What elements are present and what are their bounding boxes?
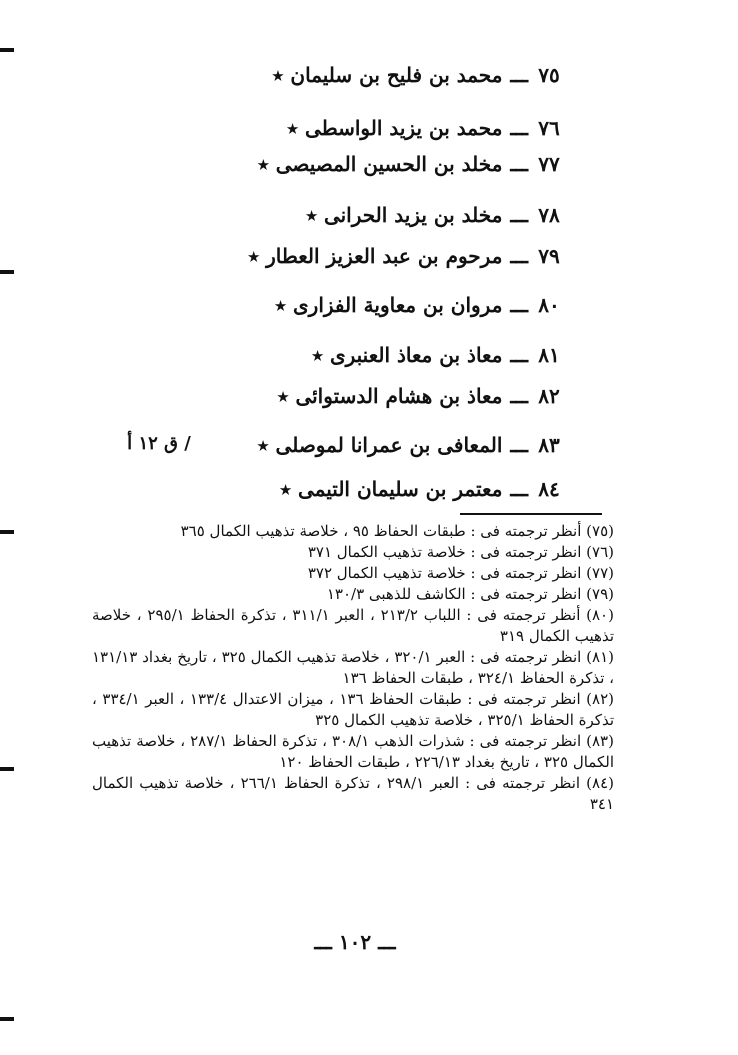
entry-dash: ـــ [510,152,528,176]
entry-name: مرحوم بن عبد العزيز العطار ٭ [248,244,503,268]
scan-edge-mark [0,1017,14,1021]
entry-number: ٨٠ [538,293,560,317]
page-number: ـــ ١٠٢ ـــ [314,930,396,954]
footnote-83: (٨٣) انظر ترجمته فى : شذرات الذهب ٣٠٨/١ ، تذكرة الحفاظ ٢٨٧/١ ، خلاصة تذهيب الكمال ٣٢٥ ، تاريخ بغداد ٢٢٦/١٣ ، طبقات الحفاظ ١٢٠ [92,732,614,771]
entry-number: ٨١ [538,343,560,367]
entry-dash: ـــ [510,63,528,87]
scan-edge-mark [0,530,14,534]
footnote-75: (٧٥) أنظر ترجمته فى : طبقات الحفاظ ٩٥ ، خلاصة تذهيب الكمال ٣٦٥ [180,522,614,540]
entry-name: مخلد بن يزيد الحرانى ٭ [306,203,503,227]
entry-number: ٨٢ [538,384,560,408]
entry-name: معتمر بن سليمان التيمى ٭ [280,477,503,501]
footnote-separator [460,513,602,515]
entry-78 [306,200,562,230]
footnotes [92,521,614,815]
entry-name: محمد بن يزيد الواسطى ٭ [287,116,503,140]
entry-77 [258,149,562,179]
entry-dash: ـــ [510,343,528,367]
entry-dash: ـــ [510,384,528,408]
footnote-84: (٨٤) انظر ترجمته فى : العبر ٢٩٨/١ ، تذكرة الحفاظ ٢٦٦/١ ، خلاصة تذهيب الكمال ٣٤١ [92,774,614,813]
footnote-80: (٨٠) أنظر ترجمته فى : اللباب ٢١٣/٢ ، العبر ٣١١/١ ، تذكرة الحفاظ ٢٩٥/١ ، خلاصة تذهيب الكمال ٣١٩ [92,606,614,645]
entry-75 [273,60,562,90]
folio-marginal-note: / ق ١٢ أ [127,432,191,454]
entry-83 [258,430,562,460]
scan-edge-mark [0,767,14,771]
entry-name: معاذ بن هشام الدستوائى ٭ [277,384,503,408]
entry-84 [280,474,562,504]
entry-name: مروان بن معاوية الفزارى ٭ [275,293,503,317]
entry-number: ٧٥ [538,63,560,87]
entry-82 [278,381,562,411]
entry-name: محمد بن فليح بن سليمان ٭ [272,63,503,87]
footnote-79: (٧٩) انظر ترجمته فى : الكاشف للذهبى ١٣٠/٣ [326,585,614,603]
entry-number: ٨٣ [538,433,560,457]
entry-dash: ـــ [510,293,528,317]
entry-name: معاذ بن معاذ العنبرى ٭ [312,343,503,367]
entry-name: المعافى بن عمرانا لموصلى ٭ [257,433,503,457]
entry-dash: ـــ [510,116,528,140]
entry-number: ٧٧ [538,152,560,176]
entry-number: ٨٤ [538,477,560,501]
entry-81 [312,340,562,370]
scan-edge-mark [0,48,14,52]
entry-number: ٧٩ [538,244,560,268]
footnote-76: (٧٦) انظر ترجمته فى : خلاصة تذهيب الكمال ٣٧١ [307,543,614,561]
entry-dash: ـــ [510,203,528,227]
footnote-81: (٨١) انظر ترجمته فى : العبر ٣٢٠/١ ، خلاصة تذهيب الكمال ٣٢٥ ، تاريخ بغداد ١٣١/١٣ ، تذكرة الحفاظ ٣٢٤/١ ، طبقات الحفاظ ١٣٦ [92,648,614,687]
entry-number: ٧٨ [538,203,560,227]
entry-76 [287,113,562,143]
entry-79 [248,241,562,271]
footnote-82: (٨٢) انظر ترجمته فى : طبقات الحفاظ ١٣٦ ، ميزان الاعتدال ١٣٣/٤ ، العبر ٣٣٤/١ ، تذكرة الحفاظ ٣٢٥/١ ، خلاصة تذهيب الكمال ٣٢٥ [92,690,614,729]
footnote-77: (٧٧) انظر ترجمته فى : خلاصة تذهيب الكمال ٣٧٢ [307,564,614,582]
entry-number: ٧٦ [538,116,560,140]
entry-80 [275,290,562,320]
entry-dash: ـــ [510,433,528,457]
entry-dash: ـــ [510,477,528,501]
scan-edge-mark [0,270,14,274]
entry-name: مخلد بن الحسين المصيصى ٭ [257,152,503,176]
entry-dash: ـــ [510,244,528,268]
